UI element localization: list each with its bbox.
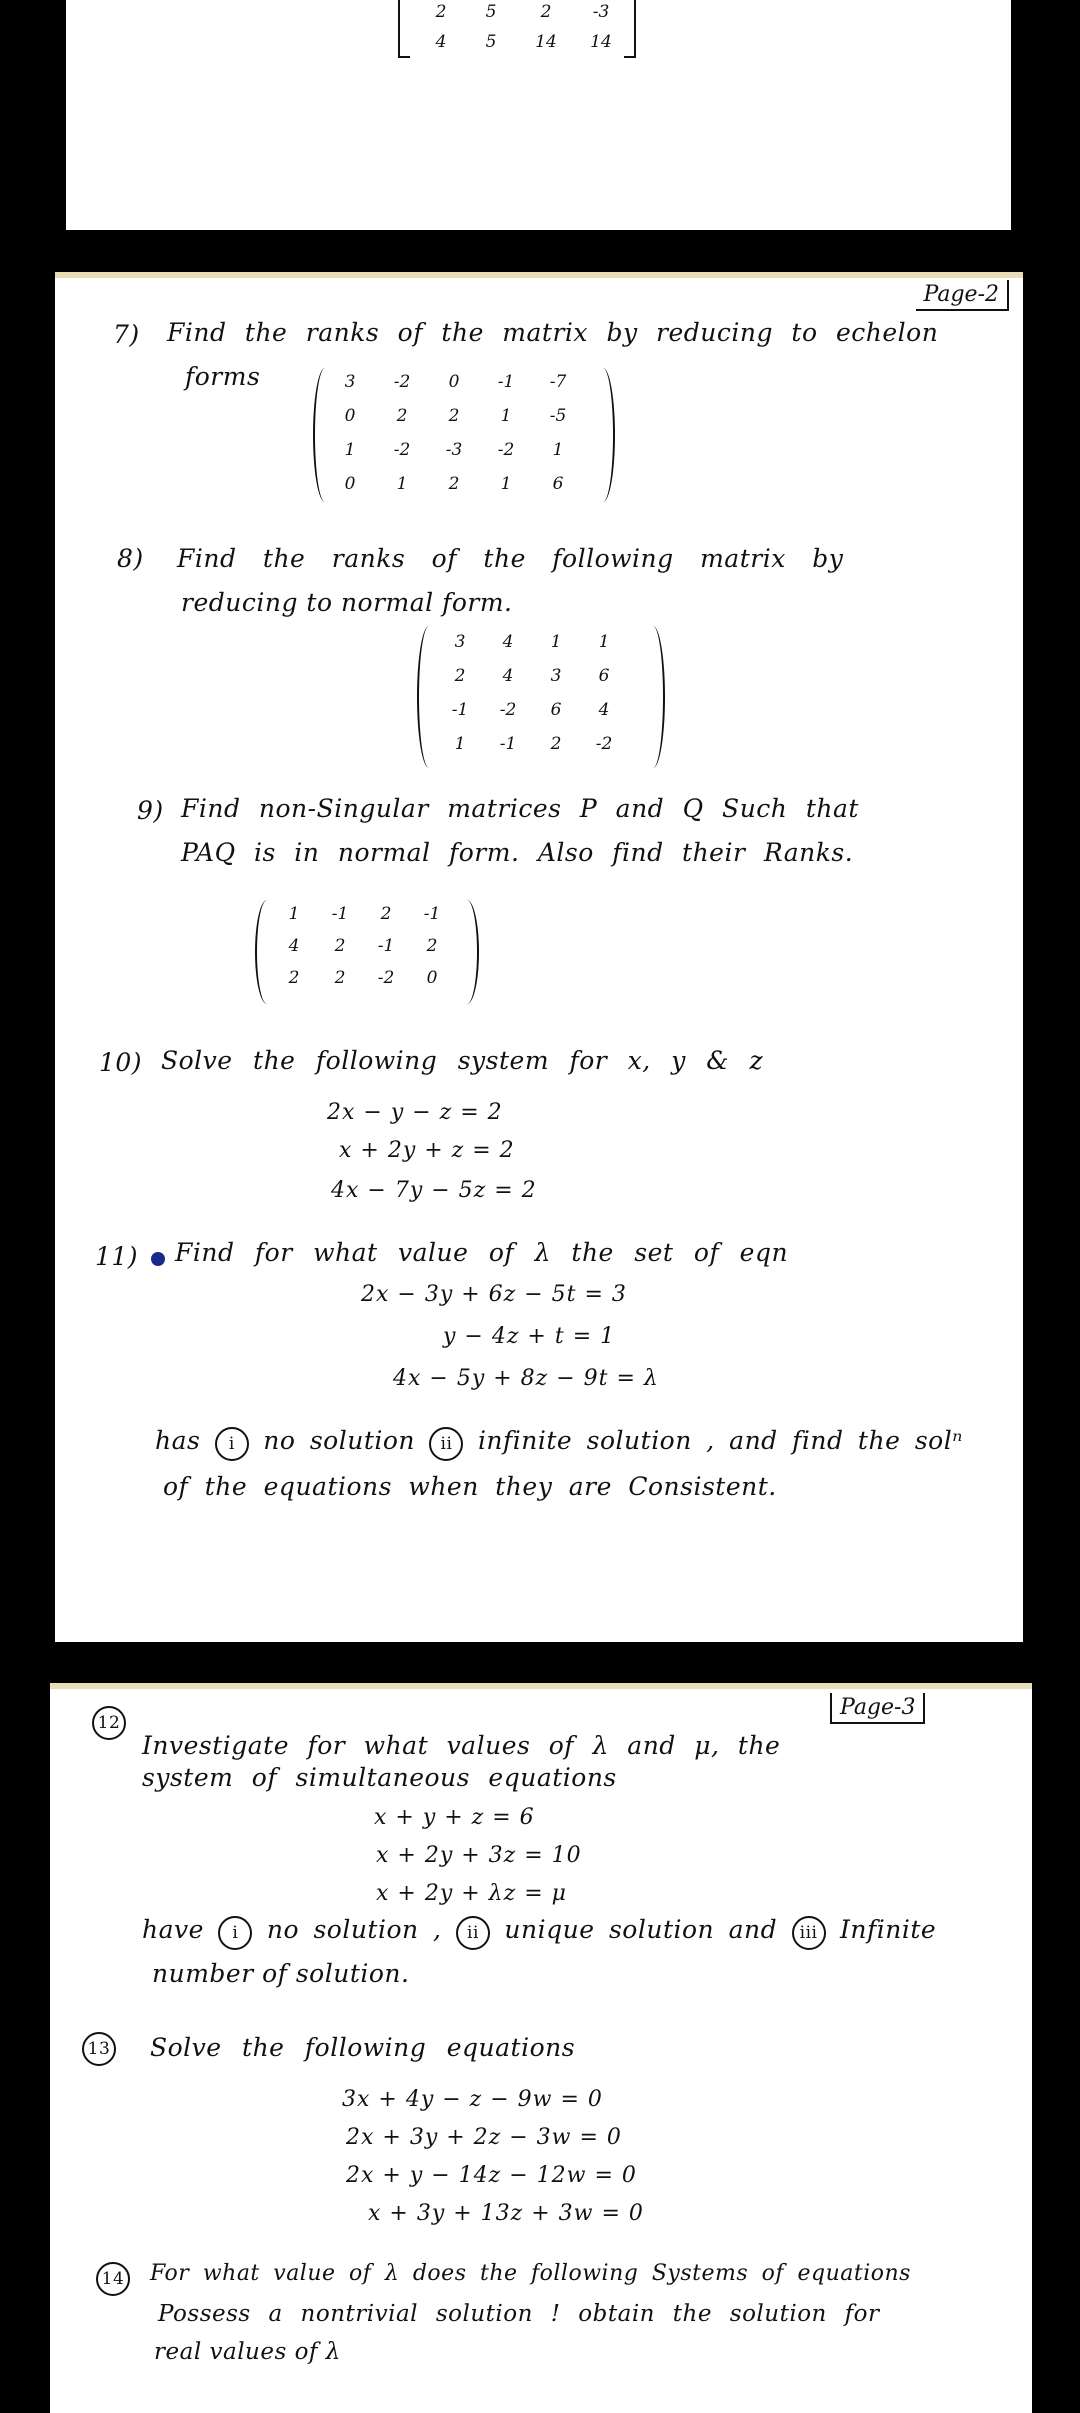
matrix-cell: 2 [380,904,392,924]
page-top-edge [55,272,1023,278]
matrix-cell: 1 [500,474,512,494]
matrix-cell: 4 [288,936,300,956]
question-11-number: 11) [95,1242,139,1271]
matrix-cell: 2 [334,936,346,956]
question-12-text-cont: system of simultaneous equations [142,1763,617,1792]
matrix-cell: -1 [423,904,441,924]
question-10-text: Solve the following system for x, y & z [161,1046,764,1075]
question-7-matrix [325,372,625,502]
matrix-cell: 0 [344,474,356,494]
matrix-cell: -1 [451,700,469,720]
question-14-text: For what value of λ does the following Systems of equations [150,2261,911,2286]
matrix-cell: 1 [454,734,466,754]
page-number-tag: Page-2 [916,280,1009,311]
matrix-cell: 2 [334,968,346,988]
matrix-cell: -2 [393,372,411,392]
matrix-cell: -2 [499,700,517,720]
matrix-cell: 1 [344,440,356,460]
matrix-bracket-left [398,0,410,58]
matrix-cell: -2 [595,734,613,754]
question-13-number [82,2031,116,2066]
text: no solution [263,1426,416,1455]
text: unique solution and [504,1915,778,1944]
question-13-equation: x + 3y + 13z + 3w = 0 [368,2201,644,2226]
option-marker: ii [456,1916,490,1950]
matrix-cell: 5 [485,32,497,52]
matrix-cell: 0 [448,372,460,392]
question-8-text: Find the ranks of the following matrix by [177,544,844,573]
question-13-equation: 2x + 3y + 2z − 3w = 0 [346,2125,622,2150]
question-13-equation: 3x + 4y − z − 9w = 0 [342,2087,603,2112]
question-10-equation: x + 2y + z = 2 [339,1138,515,1163]
question-10-equation: 4x − 7y − 5z = 2 [331,1178,537,1203]
option-marker: iii [792,1916,826,1950]
matrix-cell: 6 [598,666,610,686]
question-14-number [96,2261,130,2296]
text: infinite solution , and find the solⁿ [477,1426,963,1455]
matrix-cell: -7 [549,372,567,392]
question-8-text-cont: reducing to normal form. [181,588,513,617]
matrix-cell: 14 [535,32,557,52]
page-3 [50,1683,1032,2413]
matrix-cell: 2 [448,474,460,494]
matrix-cell: -1 [377,936,395,956]
question-13-equation: 2x + y − 14z − 12w = 0 [346,2163,637,2188]
question-9-matrix [269,904,489,1004]
matrix-cell: 4 [435,32,447,52]
question-12-text-end: number of solution. [152,1959,410,1988]
matrix-bracket-right [624,0,636,58]
matrix-cell: 1 [552,440,564,460]
question-12-number [92,1705,126,1740]
matrix-cell: 1 [550,632,562,652]
question-12-equation: x + 2y + 3z = 10 [376,1843,582,1868]
matrix-cell: 1 [598,632,610,652]
matrix-cell: 5 [485,2,497,22]
question-12-text: Investigate for what values of λ and μ, the [142,1731,781,1760]
question-11-equation: y − 4z + t = 1 [443,1324,616,1349]
question-7-number: 7) [113,320,140,349]
question-11-options [155,1426,963,1461]
matrix-cell: 0 [426,968,438,988]
question-14-text-cont: Possess a nontrivial solution ! obtain the solution for [158,2301,880,2327]
question-11-text-cont: of the equations when they are Consistent. [163,1472,777,1501]
matrix-cell: -3 [592,2,610,22]
matrix-paren-left [417,626,437,768]
question-12-options [142,1915,936,1950]
question-number-circle: 12 [92,1706,126,1740]
question-number-circle: 13 [82,2032,116,2066]
question-13-text: Solve the following equations [150,2033,576,2062]
matrix-cell: 2 [454,666,466,686]
matrix-cell: 1 [500,406,512,426]
question-8-number: 8) [117,544,144,573]
question-8-matrix [435,632,675,762]
option-marker: ii [429,1427,463,1461]
matrix-cell: 2 [448,406,460,426]
matrix-cell: 4 [598,700,610,720]
matrix-cell: 2 [426,936,438,956]
option-marker: i [218,1916,252,1950]
matrix-cell: 3 [454,632,466,652]
text: have [142,1915,204,1944]
matrix-cell: -1 [331,904,349,924]
page-2 [55,272,1023,1642]
matrix-cell: 6 [552,474,564,494]
matrix-cell: -1 [499,734,517,754]
matrix-cell: 0 [344,406,356,426]
matrix-cell: 2 [550,734,562,754]
question-9-text-cont: PAQ is in normal form. Also find their Ranks. [181,838,854,867]
matrix-cell: 14 [590,32,612,52]
question-10-equation: 2x − y − z = 2 [327,1100,503,1125]
matrix-cell: 2 [435,2,447,22]
matrix-cell: -3 [445,440,463,460]
text: no solution , [266,1915,442,1944]
question-14-text-end: real values of λ [154,2339,341,2365]
matrix-cell: 4 [502,666,514,686]
matrix-cell: 2 [288,968,300,988]
question-number-circle: 14 [96,2262,130,2296]
matrix-cell: -2 [393,440,411,460]
matrix-cell: -2 [497,440,515,460]
matrix-cell: -5 [549,406,567,426]
question-9-number: 9) [137,796,164,825]
matrix-cell: 3 [344,372,356,392]
matrix-cell: -1 [497,372,515,392]
text: Infinite [840,1915,937,1944]
bullet-dot [151,1252,165,1266]
matrix-cell: -2 [377,968,395,988]
matrix-cell: 6 [550,700,562,720]
question-10-number: 10) [99,1048,143,1077]
question-12-equation: x + y + z = 6 [374,1805,535,1830]
matrix-cell: 2 [396,406,408,426]
question-12-equation: x + 2y + λz = μ [376,1881,567,1906]
question-11-equation: 2x − 3y + 6z − 5t = 3 [361,1282,627,1307]
question-9-text: Find non-Singular matrices P and Q Such that [181,794,859,823]
matrix-cell: 4 [502,632,514,652]
option-marker: i [215,1427,249,1461]
matrix-cell: 1 [396,474,408,494]
page-top-edge [50,1683,1032,1689]
matrix-cell: 1 [288,904,300,924]
text: has [155,1426,201,1455]
matrix-cell: 2 [540,2,552,22]
question-7-text-cont: forms [185,362,261,391]
page-1-fragment [66,0,1011,230]
question-11-text: Find for what value of λ the set of eqn [175,1238,789,1267]
question-11-equation: 4x − 5y + 8z − 9t = λ [393,1366,659,1391]
page-number-tag: Page-3 [830,1693,925,1724]
matrix-cell: 3 [550,666,562,686]
question-7-text: Find the ranks of the matrix by reducing to echelon [167,318,939,347]
